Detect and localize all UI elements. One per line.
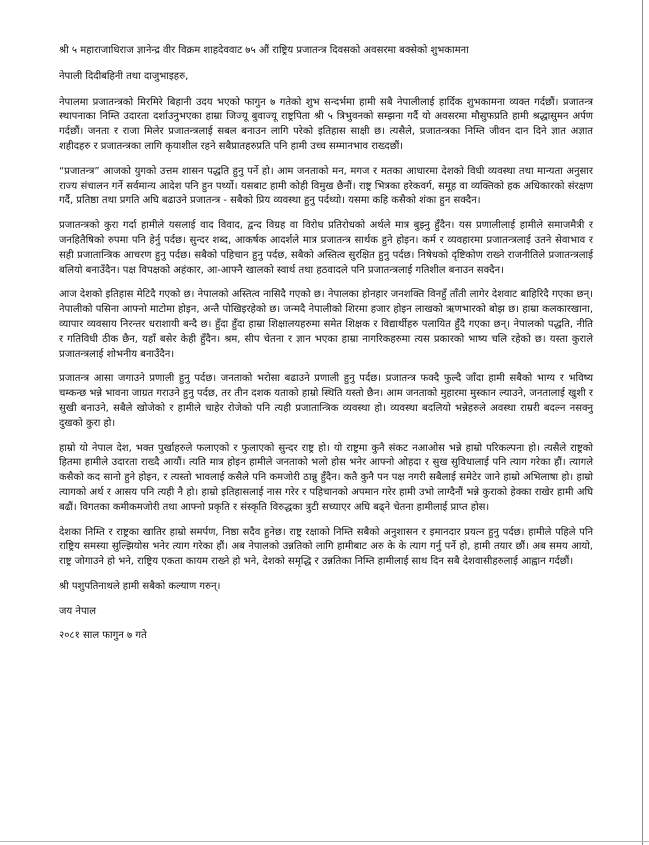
- salutation: नेपाली दिदीबहिनी तथा दाजुभाइहरु,: [59, 70, 189, 82]
- paragraph-5: प्रजातन्त्र आसा जगाउने प्रणाली हुनु पर्दछ। जनताको भरोसा बढाउने प्रणाली हुनु पर्दछ। प्रजातन्त्र फक्दै फुल्दै जाँदा हामी सबैको भाग्य र भविष्य चम्कन्छ भन्ने भावना जाग्रत गराउने हुनु पर्दछ, तर तीन दशक यताको हाम्रो स्थिति यस्तो छैन। आम जनताको मुहारमा मुस्कान ल्याउने, जनतालाई खुशी र सुखी बनाउने, सबैले खोजेको र हामीले चाहेर रोजेको पनि त्यही प्रजातान्त्रिक व्यवस्था हो। व्यवस्था बदलियो भन्नेहरुले अवस्था राम्ररी बदल्न नसक्नु दुखको कुरा हो।: [59, 373, 593, 429]
- date-line: २०८१ साल फागुन ७ गते: [59, 629, 147, 641]
- paragraph-3: प्रजातन्त्रको कुरा गर्दा हामीले यसलाई वाद विवाद, द्वन्द विग्रह वा विरोध प्रतिरोधको अर्थले मात्र बुझ्नु हुँदैन। यस प्रणालीलाई हामीले समाजमैत्री र जनहितैषिको रुपमा पनि हेर्नु पर्दछ। सुन्दर शब्द, आकर्षक आदर्शले मात्र प्रजातन्त्र सार्थक हुने होइन। कर्म र व्यवहारमा प्रजातन्त्रलाई उतने सेवाभाव र सही प्रजातान्त्रिक आचरण हुनु पर्दछ। सबैको पहिचान हुनु पर्दछ, सबैको अस्तित्व सुरक्षित हुनु पर्दछ। निषेधको दृष्टिकोण राख्ने राजनीतिले प्रजातन्त्रलाई बलियो बनाउँदैन। पक्ष विपक्षको अहंकार, आ-आफ्नै खालको स्वार्थ तथा हठवादले पनि प्रजातन्त्रलाई गतिशील बनाउन सक्दैन।: [59, 220, 593, 276]
- paragraph-2: “प्रजातन्त्र” आजको युगको उत्तम शासन पद्धति हुनु पर्ने हो। आम जनताको मन, मगज र मतका आधारमा देशको विधी व्यवस्था तथा मान्यता अनुसार राज्य संचालन गर्ने सर्वमान्य आदेश पनि हुन पर्थ्यो। यसबाट हामी कोही विमुख छैनौं। राष्ट्र भित्रका हरेकवर्ग, समूह वा व्यक्तिको हक अधिकारको संरक्षण गर्दै, प्रतिष्ठा तथा प्रगति अघि बढाउने प्रजातन्त्र - सबैको प्रिय व्यवस्था हुनु पर्दथ्यो। यसमा कहि कसैको शंका हुन सक्दैन।: [59, 165, 593, 207]
- closing-blessing: श्री पशुपतिनाथले हामी सबैको कल्याण गरुन्।: [59, 580, 221, 592]
- paragraph-1: नेपालमा प्रजातन्त्रको मिरमिरे बिहानी उदय भएको फागुन ७ गतेको शुभ सन्दर्भमा हामी सबै नेपालीलाई हार्दिक शुभकामना व्यक्त गर्दछौं। प्रजातन्त्र स्थापनाका निम्ति उदारता दर्शाउनुभएका हाम्रा जिज्यू बुवाज्यू राष्ट्रपिता श्री ५ त्रिभुवनको सम्झना गर्दै यो अवसरमा मौसुफप्रति हामी श्रद्धासुमन अर्पण गर्दछौं। जनता र राजा मिलेर प्रजातन्त्रलाई सबल बनाउन लागि परेको इतिहास साक्षी छ। त्यसैले, प्रजातन्त्रका निम्ति जीवन दान दिने ज्ञात अज्ञात शहीदहरु र प्रजातन्त्रका लागि कृयाशील रहने सबैप्रातहरुप्रति पनि हामी उच्च सम्मानभाव राख्दछौं।: [59, 96, 593, 152]
- paragraph-6: हाम्रो यो नेपाल देश, भक्त पुर्खाहरुले फलाएको र फुलाएको सुन्दर राष्ट्र हो। यो राष्ट्रमा कुनै संकट नआओस भन्ने हाम्रो परिकल्पना हो। त्यसैले राष्ट्रको हितमा हामीले उदारता राख्दै आयौं। त्यति मात्र होइन हामीले जनताको भलो होस भनेर आफ्नो ओहदा र सुख सुविधालाई पनि त्याग गरेका हौं। त्यागले कसैको कद सानो हुने होइन, र त्यस्तो भावलाई कसैले पनि कमजोरी ठान्नु हुँदैन। कतै कुनै पन पक्ष नगरी सबैलाई समेटेर जाने हाम्रो अभिलाषा हो। हाम्रो त्यागको अर्थ र आसय पनि त्यही नै हो। हाम्रो इतिहासलाई नास गरेर र पहिचानको अपमान गरेर हामी उभो लाग्दैनौं भन्ने कुराको हेक्का राखेर हामी अघि बढौं। विगतका कमीकमजोरी तथा आफ्नो प्रकृति र संस्कृति विरुद्धका त्रुटी सच्याएर अघि बढ्ने चेतना हामीलाई प्राप्त होस।: [59, 442, 593, 513]
- page-edge-right: [642, 0, 643, 845]
- paragraph-7: देशका निम्ति र राष्ट्रका खातिर हाम्रो समर्पण, निष्ठा सदैव हुनेछ। राष्ट्र रक्षाको निम्ति सबैको अनुशासन र इमानदार प्रयत्न हुनु पर्दछ। हामीले पहिले पनि राष्ट्रिय समस्या सुल्झियोस भनेर त्याग गरेका हौं। अब नेपालको उन्नतिको लागि हामीबाट अरु के के त्याग गर्नु पर्ने हो, हामी तयार छौं। अब समय आयो, राष्ट्र जोगाउने हो भने, राष्ट्रिय एकता कायम राख्ने हो भने, देशको समृद्धि र उन्नतिका निम्ति हामीलाई साथ दिन सबै देशवासीहरुलाई आह्वान गर्दछौं।: [59, 526, 593, 568]
- signoff: जय नेपाल: [59, 605, 96, 617]
- page-edge-bottom: [0, 841, 649, 842]
- document-title: श्री ५ महाराजाधिराज ज्ञानेन्द्र वीर विक्रम शाहदेववाट ७५ औं राष्ट्रिय प्रजातन्त्र दिवसको अवसरमा बक्सेको शुभकामना: [59, 45, 469, 56]
- paragraph-4: आज देशको इतिहास मेटिदै गएको छ। नेपालको अस्तित्व नासिदै गएको छ। नेपालका होनहार जनशक्ति विनहुँ ताँती लागेर देशवाट बाहिरिदै गएका छन्। नेपालीको पसिना आफ्नो माटोमा होइन, अन्तै पोखिइरहेको छ। जन्मदै नेपालीको शिरमा हजार होइन लाखको ऋणभारको बोझ छ। हाम्रा कलकारखाना, व्यापार व्यवसाय निरन्तर धराशायी बन्दै छ। हुँदा हुँदा हाम्रा शिक्षालयहरुमा समेत शिक्षक र विद्यार्थीहरु पलायित हुँदै गएका छन्। नेपालको पद्धति, नीति र गतिविधी ठीक छैन, यहाँ बसेर केही हुँदैन। श्रम, सीप चेतना र ज्ञान भएका हाम्रा नागरिकहरुमा त्यस प्रकारको भाष्य चलि रहेको छ। यस्ता कुराले प्रजातन्त्रलाई शोभनीय बनाउँदैन।: [59, 289, 593, 360]
